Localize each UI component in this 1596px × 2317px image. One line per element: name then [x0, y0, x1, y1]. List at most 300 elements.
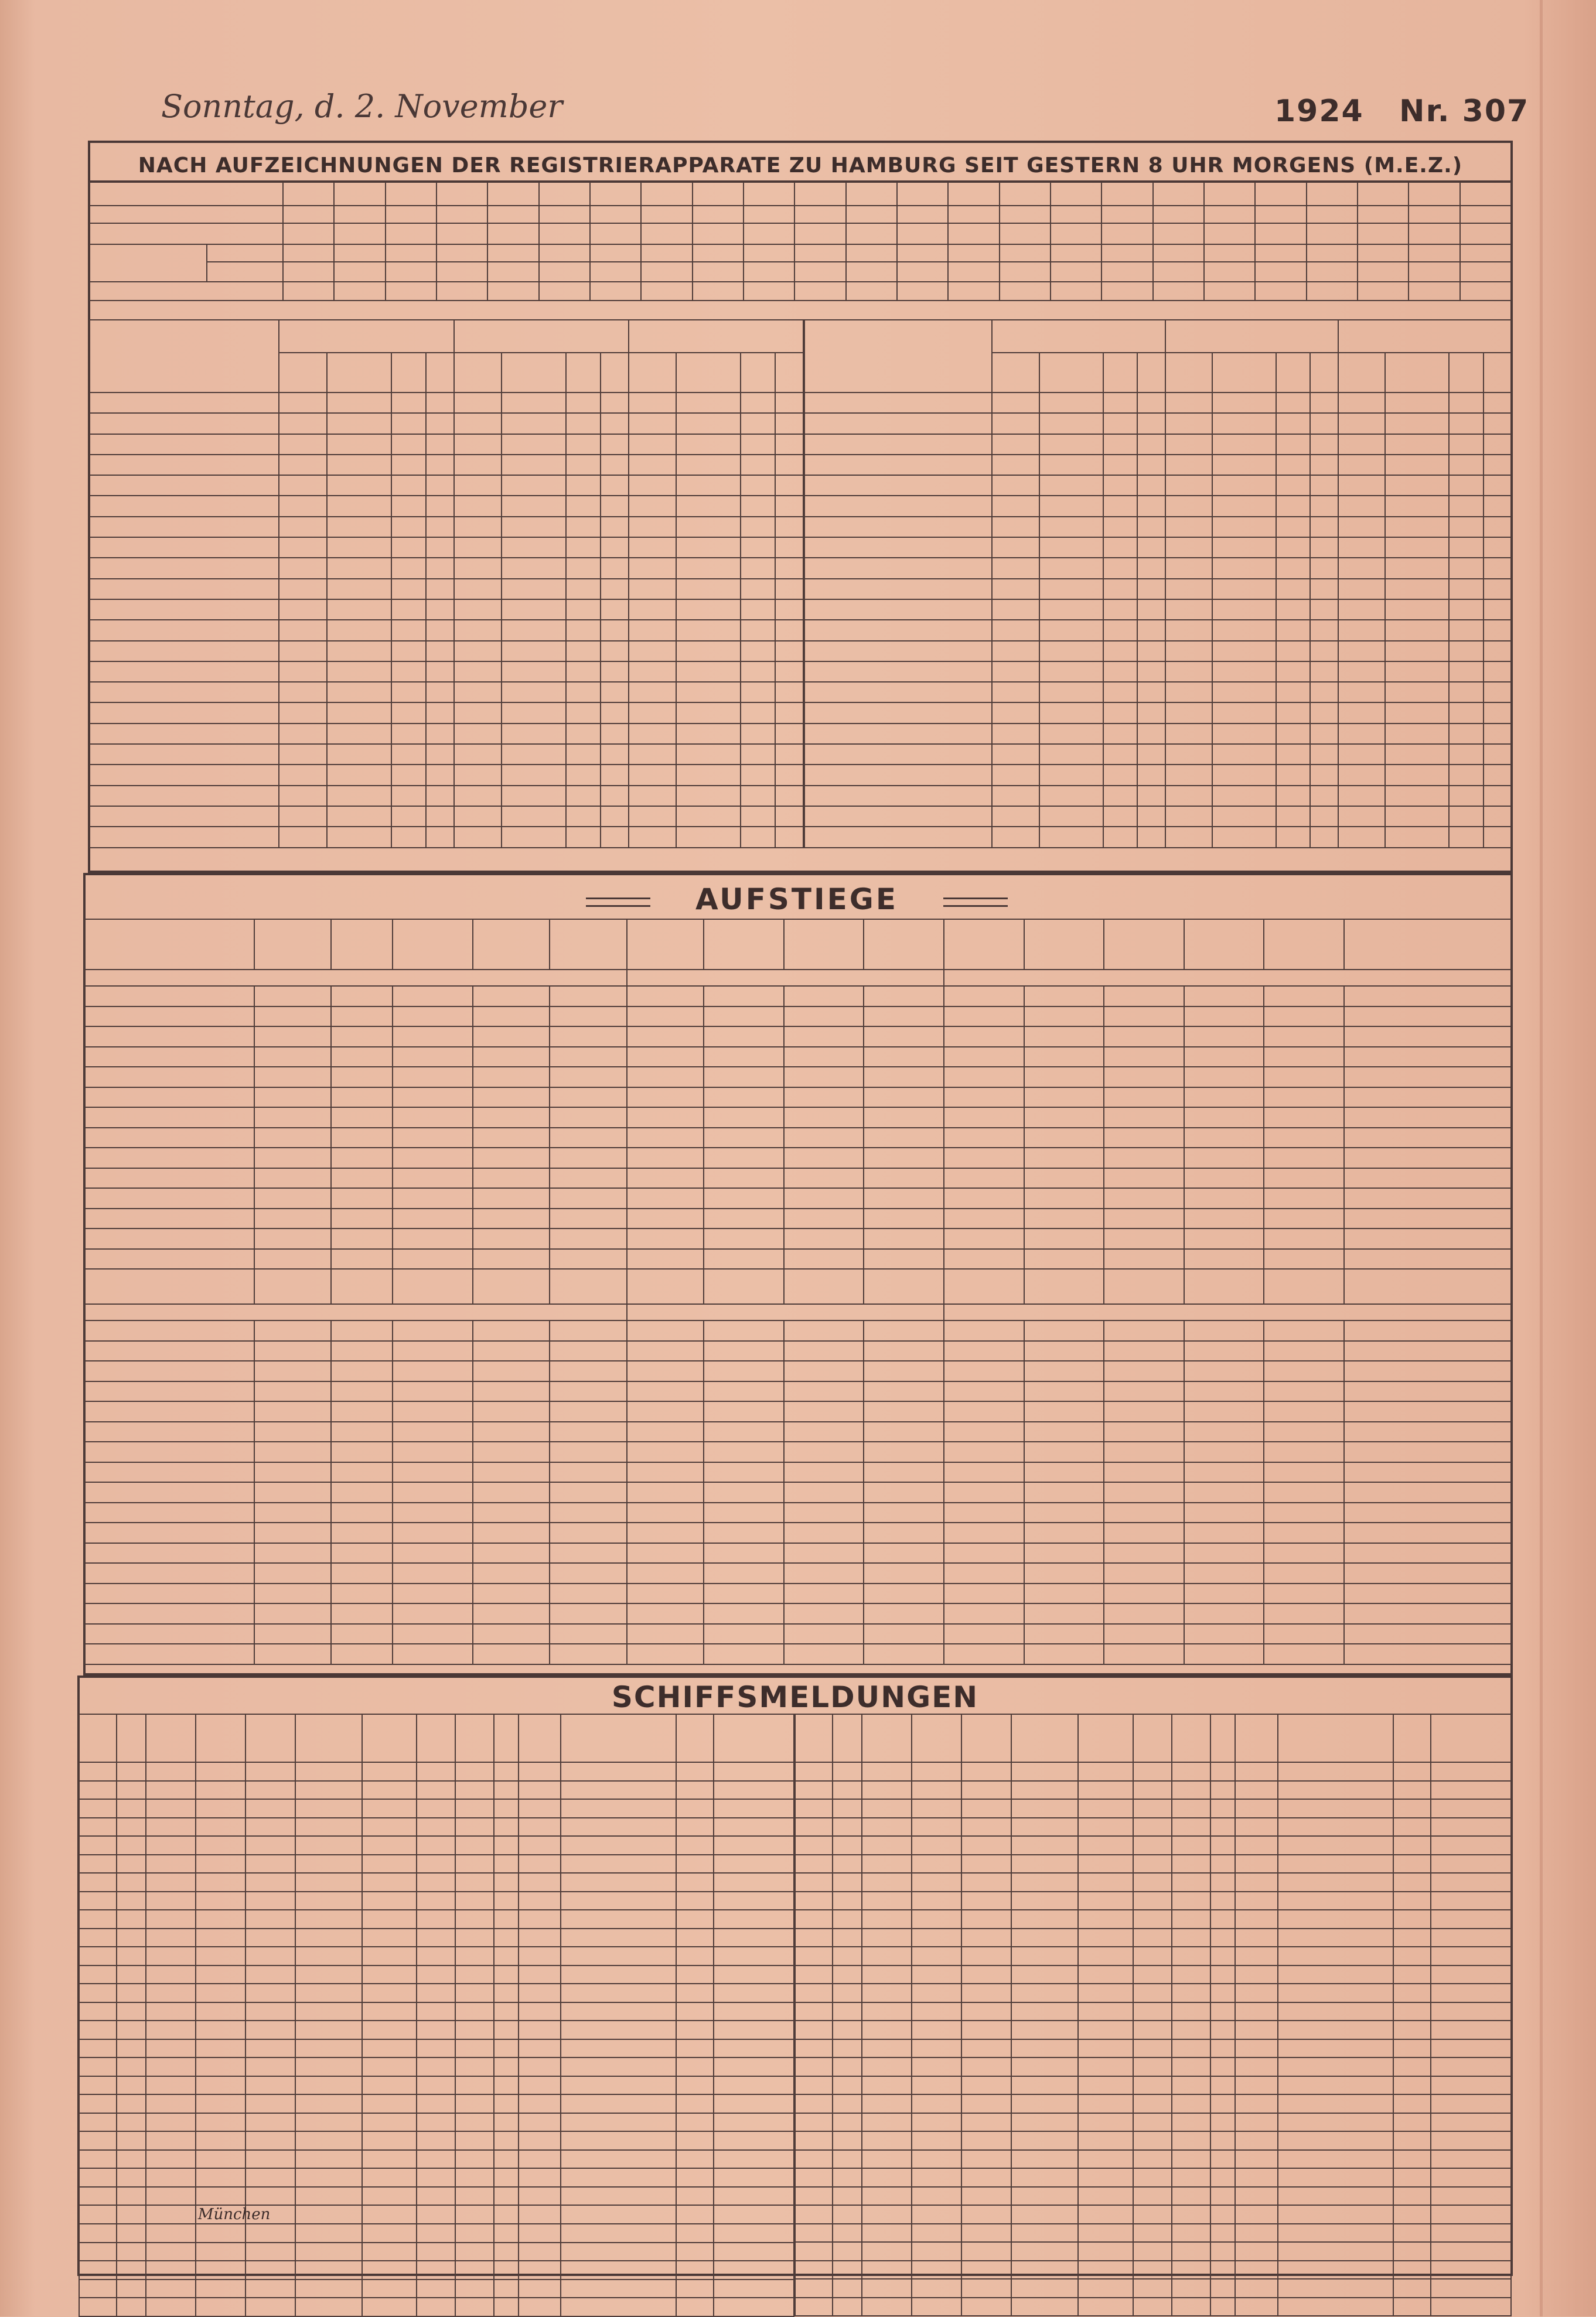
ship-value: [961, 1836, 1011, 1855]
reg-value: [436, 244, 487, 262]
ship-value: [561, 1855, 676, 1874]
aufstieg-value: [784, 1128, 864, 1148]
hour-cell: [487, 182, 538, 206]
aufstieg-value: [784, 1603, 864, 1624]
station-value: [1212, 661, 1276, 682]
blank-cell: [795, 1984, 833, 2002]
station-value: [1039, 806, 1103, 827]
ship-value: [455, 1965, 494, 1984]
station-value: [1137, 827, 1165, 847]
aufstieg-value: [784, 1462, 864, 1483]
aufstieg-value: [627, 1482, 704, 1503]
station-value: [1165, 393, 1213, 413]
station-value: [601, 744, 629, 765]
aufstieg-value: [627, 1320, 704, 1341]
ship-value: [295, 1892, 362, 1910]
blank-cell: [912, 2279, 961, 2298]
aufstieg-value: [864, 1249, 944, 1270]
station-value: [1449, 682, 1483, 702]
aufstieg-value: [331, 1067, 393, 1087]
aufstieg-value: [1344, 1107, 1511, 1128]
aufstieg-row: [85, 1067, 1511, 1087]
station-value: [1165, 682, 1213, 702]
blank-cell: [1431, 1910, 1511, 1929]
blank-cell: [1078, 1984, 1133, 2002]
aufstieg-value: [944, 1503, 1024, 1523]
station-value: [629, 434, 677, 455]
blank-cell: [795, 1910, 833, 1929]
aufstieg-station: [85, 1563, 254, 1584]
ship-value: [417, 1836, 455, 1855]
station-value: [1165, 413, 1213, 434]
reg-value: [1153, 206, 1204, 223]
station-row: [804, 558, 1511, 578]
blank-cell: [1133, 1873, 1172, 1892]
blank-cell: [714, 2187, 794, 2206]
station-value: [1165, 579, 1213, 599]
station-value: [1212, 724, 1276, 744]
ship-value: [117, 2131, 146, 2150]
blank-cell: [1078, 1947, 1133, 1965]
reg-value: [1307, 244, 1358, 262]
aufstieg-value: [1104, 1482, 1184, 1503]
station-value: [454, 496, 502, 516]
blank-cell: [961, 2150, 1011, 2169]
station-value: [391, 475, 426, 496]
aufstieg-value: [864, 1006, 944, 1027]
aufstieg-value: [254, 1624, 331, 1644]
aufstieg-station: [85, 1209, 254, 1229]
aufstieg-value: [864, 1624, 944, 1644]
aufstieg-value: [1184, 1462, 1264, 1483]
blank-cell: [362, 2205, 417, 2224]
station-value: [1212, 413, 1276, 434]
station-value: [1385, 744, 1449, 765]
ship-row: [79, 2261, 794, 2280]
stunde-label: [90, 182, 283, 206]
station-value: [1103, 702, 1137, 723]
blank-cell: [362, 2168, 417, 2187]
blank-cell: [1078, 1873, 1133, 1892]
blank-cell: [961, 2168, 1011, 2187]
station-value: [601, 827, 629, 847]
ship-row: [795, 1965, 1511, 1984]
aufstieg-value: [627, 1006, 704, 1027]
blank-cell: [1235, 2094, 1278, 2113]
group-header: [992, 320, 1165, 353]
station-value: [629, 413, 677, 434]
aufstieg-value: [704, 1087, 784, 1108]
station-value: [454, 579, 502, 599]
blank-cell: [362, 2243, 417, 2261]
reg-value: [1255, 206, 1306, 223]
aufstieg-value: [331, 1624, 393, 1644]
reg-value: [897, 223, 948, 244]
aufstieg-value: [254, 1644, 331, 1664]
station-value: [1165, 744, 1213, 765]
blank-cell: [1393, 1965, 1431, 1984]
aufstieg-station: [85, 1422, 254, 1442]
ship-header: [1431, 1714, 1511, 1762]
blank-cell: [1011, 2187, 1078, 2206]
ship-value: [362, 2094, 417, 2113]
ship-value: [245, 1799, 295, 1818]
station-value: [629, 599, 677, 620]
aufstieg-value: [254, 1361, 331, 1381]
blank-cell: [1393, 2224, 1431, 2243]
ship-value: [561, 1892, 676, 1910]
station-value: [1276, 806, 1310, 827]
aufstieg-value: [944, 1422, 1024, 1442]
ship-row: [795, 2150, 1511, 2169]
station-value: [1165, 517, 1213, 537]
aufstiege-header: [1104, 919, 1184, 970]
aufstieg-value: [1264, 1503, 1344, 1523]
ship-value: [862, 1836, 912, 1855]
blank-cell: [862, 1965, 912, 1984]
reg-value: [1358, 206, 1409, 223]
blank-cell: [1278, 2002, 1393, 2021]
station-value: [1103, 744, 1137, 765]
ship-value: [519, 2002, 561, 2021]
aufstieg-station: [85, 1128, 254, 1148]
aufstieg-value: [473, 1603, 550, 1624]
station-value: [1449, 579, 1483, 599]
station-value: [566, 599, 601, 620]
reg-value: [1204, 206, 1255, 223]
station-value: [426, 827, 454, 847]
blank-cell: [862, 2168, 912, 2187]
station-value: [1039, 558, 1103, 578]
station-value: [601, 620, 629, 640]
blank-cell: [795, 2298, 833, 2316]
blank-cell: [1172, 2131, 1210, 2150]
ship-value: [417, 1799, 455, 1818]
blank-cell: [833, 2113, 862, 2132]
blank-cell: [1011, 2094, 1078, 2113]
station-name: [804, 827, 992, 847]
station-row: [90, 806, 803, 827]
blank-cell: [862, 1929, 912, 1947]
aufstieg-value: [1024, 986, 1104, 1006]
station-value: [775, 455, 803, 475]
reg-value: [1051, 262, 1101, 282]
aufstieg-value: [1104, 1341, 1184, 1361]
blank-cell: [1393, 2021, 1431, 2039]
blank-cell: [1431, 1947, 1511, 1965]
hour-cell: [334, 182, 385, 206]
blank-cell: [862, 1892, 912, 1910]
aufstieg-value: [627, 1107, 704, 1128]
blank-cell: [912, 1873, 961, 1892]
ship-value: [519, 2094, 561, 2113]
blank-cell: [627, 1269, 704, 1304]
aufstieg-value: [331, 1128, 393, 1148]
station-value: [502, 641, 566, 661]
station-row: [804, 455, 1511, 475]
aufstieg-value: [704, 1128, 784, 1148]
aufstieg-value: [1104, 1107, 1184, 1128]
station-value: [502, 724, 566, 744]
station-value: [327, 682, 391, 702]
station-value: [775, 434, 803, 455]
aufstieg-station: [85, 1006, 254, 1027]
reg-value: [590, 206, 641, 223]
ship-value: [795, 1818, 833, 1837]
aufstieg-value: [331, 1462, 393, 1483]
blank-cell: [1278, 1892, 1393, 1910]
subcol-header: [426, 353, 454, 393]
station-value: [741, 724, 775, 744]
ship-value: [146, 2039, 196, 2058]
ship-value: [1078, 1855, 1133, 1874]
station-value: [629, 641, 677, 661]
station-value: [279, 579, 327, 599]
aufstieg-value: [784, 1482, 864, 1503]
station-value: [1212, 641, 1276, 661]
ship-value: [795, 1836, 833, 1855]
station-row: [804, 537, 1511, 558]
blank-cell: [1172, 2205, 1210, 2224]
station-value: [279, 413, 327, 434]
blank-cell: [417, 2224, 455, 2243]
ship-value: [833, 1762, 862, 1781]
blank-cell: [245, 2224, 295, 2243]
station-value: [1039, 413, 1103, 434]
blank-cell: [455, 2224, 494, 2243]
reg-value: [641, 282, 692, 301]
station-value: [741, 641, 775, 661]
aufstieg-value: [704, 1543, 784, 1564]
reg-value: [693, 244, 744, 262]
aufstieg-value: [784, 1341, 864, 1361]
aufstieg-value: [1024, 1603, 1104, 1624]
blank-cell: [1235, 2261, 1278, 2280]
blank-cell: [912, 2242, 961, 2261]
station-value: [992, 393, 1039, 413]
ship-value: [117, 2076, 146, 2095]
blank-cell: [833, 2002, 862, 2021]
ship-value: [245, 2002, 295, 2021]
station-value: [1449, 393, 1483, 413]
station-value: [1276, 393, 1310, 413]
aufstieg-value: [864, 1361, 944, 1381]
aufstieg-station: [85, 1107, 254, 1128]
aufstieg-value: [864, 1523, 944, 1543]
hour-cell: [1000, 182, 1051, 206]
blank-cell: [795, 2094, 833, 2113]
station-value: [566, 517, 601, 537]
ship-value: [561, 1818, 676, 1837]
blank-cell: [714, 2205, 794, 2224]
station-value: [391, 744, 426, 765]
ship-header: [196, 1714, 245, 1762]
reg-value: [436, 206, 487, 223]
aufstieg-value: [393, 1401, 473, 1422]
blank-cell: [1393, 2002, 1431, 2021]
hour-cell: [1255, 182, 1306, 206]
ship-value: [494, 2002, 518, 2021]
aufstieg-value: [1264, 1401, 1344, 1422]
station-value: [1039, 393, 1103, 413]
reg-value: [846, 206, 897, 223]
aufstieg-value: [1344, 1209, 1511, 1229]
aufstieg-value: [784, 1320, 864, 1341]
ship-row: [79, 2205, 794, 2224]
blank-cell: [1210, 1892, 1234, 1910]
aufstieg-value: [550, 1006, 626, 1027]
station-value: [279, 724, 327, 744]
blank-cell: [1210, 2224, 1234, 2243]
blank-cell: [295, 2205, 362, 2224]
aufstieg-value: [1024, 1523, 1104, 1543]
station-value: [1484, 724, 1511, 744]
ship-row: [79, 2150, 794, 2169]
station-value: [1039, 827, 1103, 847]
blank-cell: [961, 2224, 1011, 2243]
ship-value: [245, 2021, 295, 2039]
ship-value: [245, 1984, 295, 2002]
station-value: [1385, 661, 1449, 682]
station-value: [279, 537, 327, 558]
aufstieg-value: [1184, 1523, 1264, 1543]
ship-value: [494, 1929, 518, 1947]
aufstiege-header: [944, 919, 1024, 970]
blank-cell: [1172, 2057, 1210, 2076]
station-value: [1276, 827, 1310, 847]
station-value: [1338, 724, 1386, 744]
station-header: [804, 320, 992, 393]
aufstieg-value: [473, 1128, 550, 1148]
ship-row: [79, 1965, 794, 1984]
blank-cell: [79, 2224, 117, 2243]
blank-cell: [417, 2205, 455, 2224]
station-value: [327, 702, 391, 723]
subcol-header: [1276, 353, 1310, 393]
ship-value: [117, 1781, 146, 1800]
station-value: [454, 393, 502, 413]
reg-value: [1255, 282, 1306, 301]
blank-cell: [862, 1984, 912, 2002]
subcol-header: [1449, 353, 1483, 393]
station-value: [1338, 702, 1386, 723]
station-value: [676, 434, 741, 455]
blank-cell: [833, 2242, 862, 2261]
blank-cell: [1393, 2187, 1431, 2206]
aufstieg-value: [1344, 1168, 1511, 1189]
station-value: [741, 744, 775, 765]
ship-row: [79, 1929, 794, 1947]
registry-table: [89, 182, 1512, 301]
station-value: [1385, 702, 1449, 723]
blank-cell: [117, 2150, 146, 2169]
ship-value: [455, 2057, 494, 2076]
hour-cell: [1101, 182, 1152, 206]
aufstieg-value: [704, 1168, 784, 1189]
blank-cell: [676, 2168, 714, 2187]
aufstieg-value: [1264, 986, 1344, 1006]
ship-value: [362, 2021, 417, 2039]
date-handwritten: Sonntag, d. 2. November: [161, 88, 563, 125]
reg-value: [693, 282, 744, 301]
blank-cell: [795, 2113, 833, 2132]
blank-cell: [362, 2150, 417, 2169]
ship-row: [79, 2094, 794, 2113]
station-value: [279, 558, 327, 578]
ship-row: [79, 2039, 794, 2058]
ship-value: [455, 1781, 494, 1800]
hour-cell: [436, 182, 487, 206]
station-value: [1103, 765, 1137, 785]
station-value: [601, 413, 629, 434]
ship-value: [1133, 1762, 1172, 1781]
blank-cell: [912, 2113, 961, 2132]
station-value: [391, 455, 426, 475]
blank-cell: [1078, 2261, 1133, 2280]
blank-cell: [117, 2298, 146, 2316]
aufstieg-value: [864, 1503, 944, 1523]
blank-cell: [1393, 2076, 1431, 2095]
aufstieg-value: [784, 1584, 864, 1604]
ship-value: [79, 1892, 117, 1910]
aufstieg-value: [944, 1523, 1024, 1543]
reg-value: [334, 206, 385, 223]
ship-value: [494, 2094, 518, 2113]
blank-cell: [912, 1929, 961, 1947]
station-value: [1165, 620, 1213, 640]
station-value: [1276, 702, 1310, 723]
blank-cell: [1133, 1947, 1172, 1965]
station-value: [1310, 786, 1338, 806]
ship-row: [795, 1892, 1511, 1910]
blank-cell: [862, 2242, 912, 2261]
blank-cell: [714, 2224, 794, 2243]
blank-cell: [912, 2094, 961, 2113]
aufstieg-value: [254, 1603, 331, 1624]
aufstieg-value: [331, 1209, 393, 1229]
blank-cell: [79, 2280, 117, 2298]
aufstieg-value: [1104, 1209, 1184, 1229]
ship-value: [1278, 1855, 1393, 1874]
station-value: [279, 661, 327, 682]
blank-cell: [1393, 2168, 1431, 2187]
ship-row: [79, 1799, 794, 1818]
station-value: [1338, 620, 1386, 640]
station-value: [1165, 786, 1213, 806]
aufstieg-row: [85, 1188, 1511, 1209]
station-value: [391, 413, 426, 434]
aufstieg-value: [550, 1401, 626, 1422]
reg-value: [744, 206, 794, 223]
ship-value: [1133, 1855, 1172, 1874]
station-table-left: [89, 319, 804, 848]
subcol-header: [775, 353, 803, 393]
station-value: [775, 558, 803, 578]
station-row: [804, 765, 1511, 785]
station-value: [279, 702, 327, 723]
blank-cell: [417, 2150, 455, 2169]
station-value: [741, 393, 775, 413]
blank-cell: [833, 1892, 862, 1910]
ship-value: [494, 1965, 518, 1984]
ship-value: [362, 1799, 417, 1818]
ship-value: [676, 2076, 714, 2095]
ship-note: München: [196, 2205, 245, 2224]
blank-cell: [833, 2279, 862, 2298]
reg-value: [386, 282, 436, 301]
blank-cell: [795, 2021, 833, 2039]
station-value: [1165, 806, 1213, 827]
